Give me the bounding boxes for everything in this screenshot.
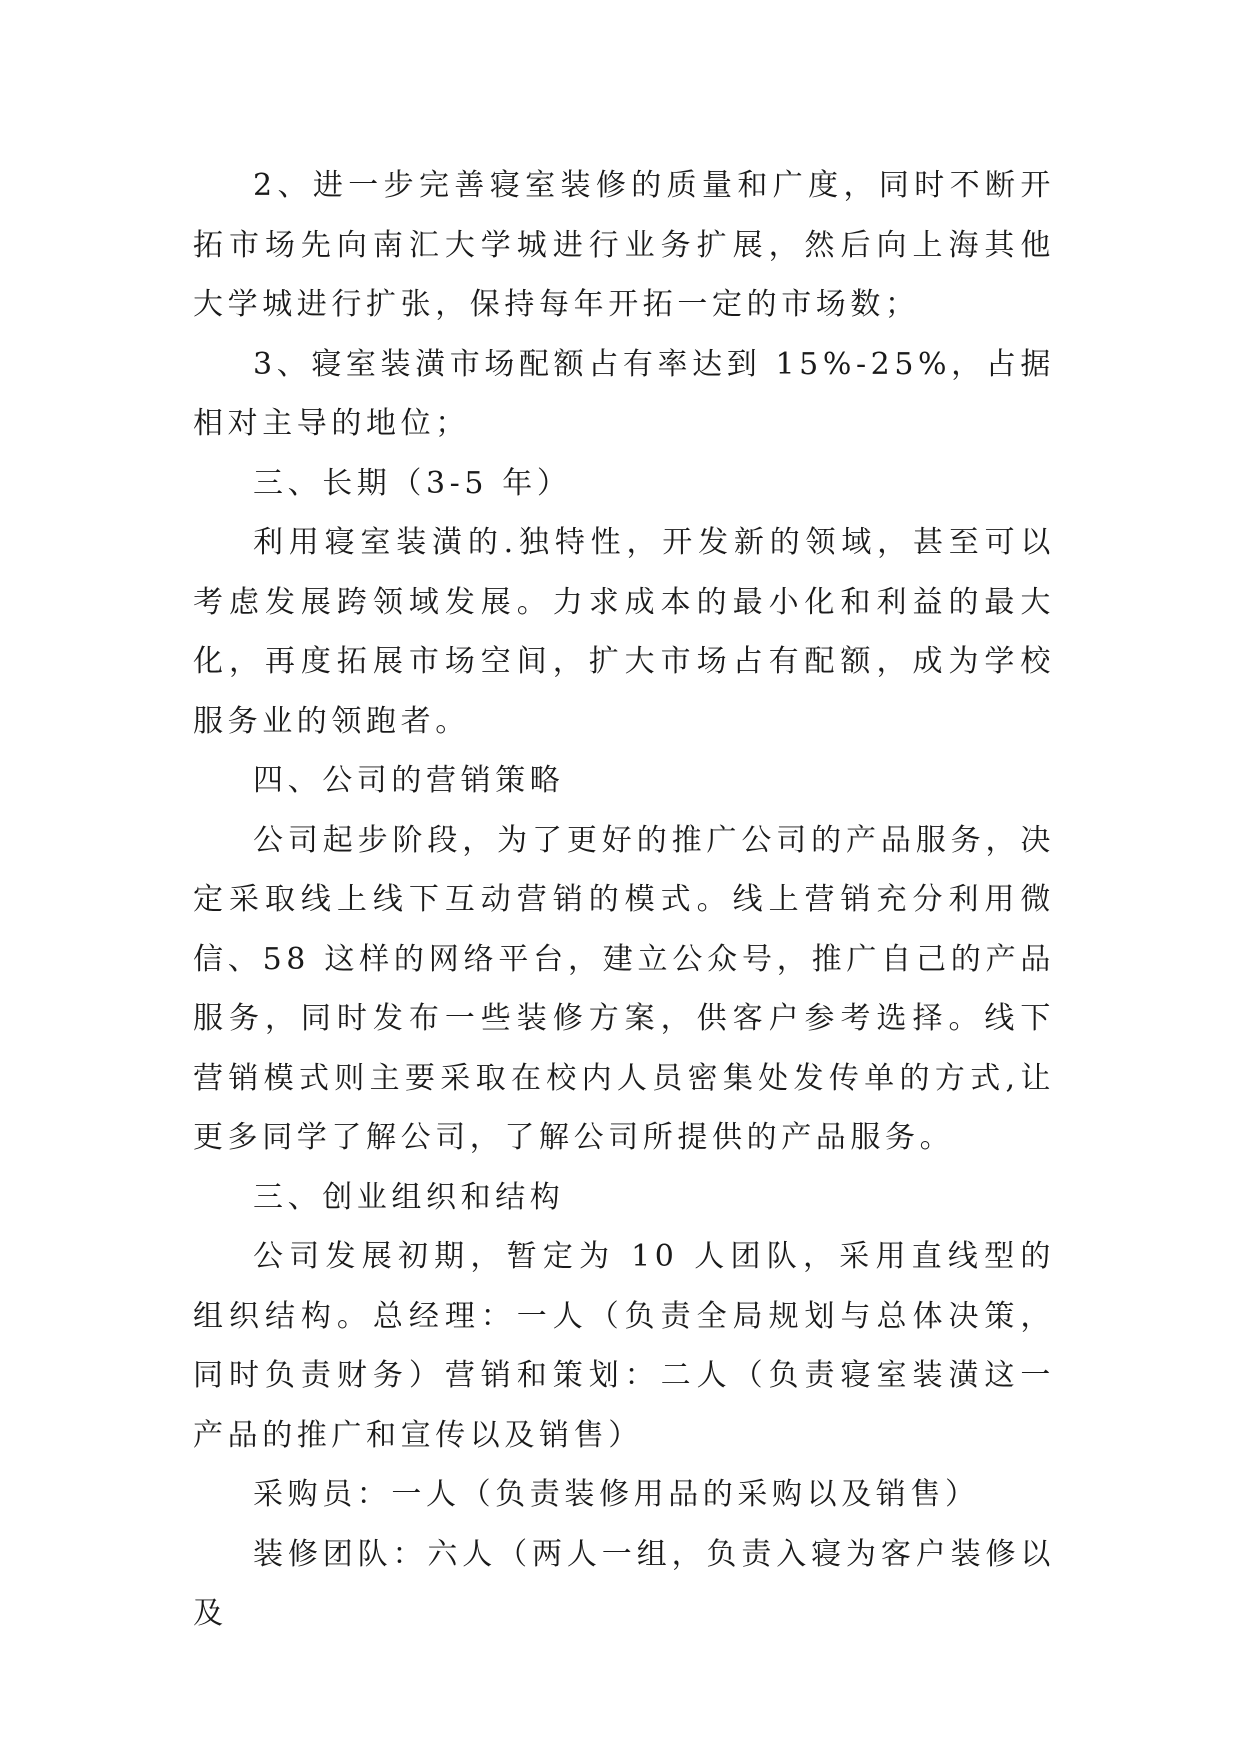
paragraph-purchaser: 采购员：一人（负责装修用品的采购以及销售） (253, 1477, 980, 1512)
paragraph-decoration-team: 装修团队：六人（两人一组，负责入寝为客户装修以及 (193, 1536, 1055, 1631)
heading-marketing-strategy: 四、公司的营销策略 (253, 763, 565, 798)
paragraph-goal-2: 2、进一步完善寝室装修的质量和广度，同时不断开拓市场先向南汇大学城进行业务扩展，然后向上海其他大学城进行扩张，保持每年开拓一定的市场数； (193, 168, 1055, 322)
document-body (193, 156, 1055, 1644)
paragraph-marketing-strategy: 公司起步阶段，为了更好的推广公司的产品服务，决定采取线上线下互动营销的模式。线上营销充分利用微信、58 这样的网络平台，建立公众号，推广自己的产品服务，同时发布一些装修方案，供客户参考选择。线下营销模式则主要采取在校内人员密集处发传单的方式,让更多同学了解公司，了解公司所提供的产品服务。 (193, 822, 1055, 1155)
paragraph-organization: 公司发展初期，暂定为 10 人团队，采用直线型的组织结构。总经理：一人（负责全局规划与总体决策，同时负责财务）营销和策划：二人（负责寝室装潢这一产品的推广和宣传以及销售） (193, 1239, 1055, 1453)
heading-long-term: 三、长期（3-5 年） (253, 465, 572, 501)
heading-organization: 三、创业组织和结构 (253, 1179, 565, 1215)
paragraph-long-term: 利用寝室装潢的.独特性，开发新的领域，甚至可以考虑发展跨领域发展。力求成本的最小化和利益的最大化，再度拓展市场空间，扩大市场占有配额，成为学校服务业的领跑者。 (193, 525, 1055, 739)
paragraph-goal-3: 3、寝室装潢市场配额占有率达到 15%-25%，占据相对主导的地位； (193, 346, 1055, 441)
